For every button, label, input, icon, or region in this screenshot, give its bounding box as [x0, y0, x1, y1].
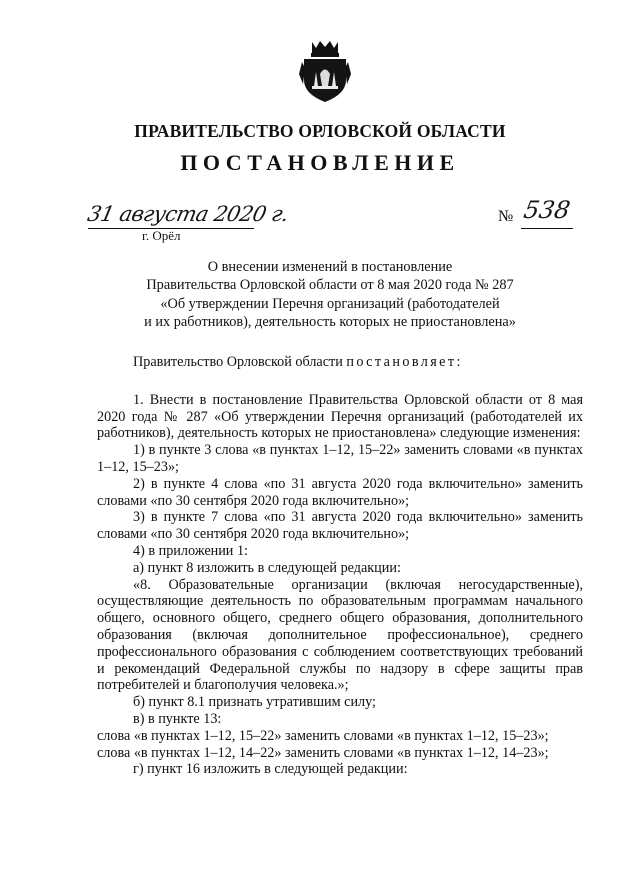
document-body — [97, 354, 583, 778]
preamble-paragraph — [97, 354, 583, 371]
preamble-colon: : — [456, 354, 461, 370]
paragraph-new-item-8: «8. Образовательные организации (включая негосударственные), осуществляющие деятельность по образовательным программам начального общего, основного общего, среднего общего образования, дополнительного образования (включая дополнительное профессиональное), среднего профессионального образования с соблюдением соответствующих требований и рекомендаций Федеральной службы по надзору в сфере защиты прав потребителей и благополучия человека.»; — [97, 576, 583, 694]
number-underline — [521, 228, 573, 229]
subject-line: Правительства Орловской области от 8 мая 2020 года № 287 — [146, 277, 514, 294]
paragraph-subitem-a: а) пункт 8 изложить в следующей редакции: — [133, 559, 401, 576]
document-subject — [120, 258, 540, 332]
paragraph-replace-2: слова «в пунктах 1–12, 14–22» заменить словами «в пунктах 1–12, 14–23»; — [97, 744, 549, 761]
preamble-text: Правительство Орловской области — [133, 354, 347, 370]
coat-of-arms-icon — [298, 38, 352, 104]
paragraph-subitem-g: г) пункт 16 изложить в следующей редакции: — [133, 761, 408, 778]
subject-line: «Об утверждении Перечня организаций (работодателей — [160, 295, 500, 312]
paragraph-subitem-b: б) пункт 8.1 признать утратившим силу; — [133, 694, 376, 711]
issuing-authority: ПРАВИТЕЛЬСТВО ОРЛОВСКОЙ ОБЛАСТИ — [134, 121, 506, 141]
paragraph-replace-1: слова «в пунктах 1–12, 15–22» заменить словами «в пунктах 1–12, 15–23»; — [97, 727, 549, 744]
preamble-resolves: постановляет — [346, 354, 457, 370]
paragraph-item-3: 3) в пункте 7 слова «по 31 августа 2020 года включительно» заменить словами «по 30 сентября 2020 года включительно»; — [97, 509, 583, 543]
document-kind-title: ПОСТАНОВЛЕНИЕ — [180, 150, 460, 175]
city-label: г. Орёл — [142, 228, 181, 243]
paragraph-item-2: 2) в пункте 4 слова «по 31 августа 2020 года включительно» заменить словами «по 30 сентября 2020 года включительно»; — [97, 475, 583, 509]
handwritten-number: 538 — [521, 196, 573, 224]
paragraph-1: 1. Внести в постановление Правительства Орловской области от 8 мая 2020 года № 287 «Об утверждении Перечня организаций (работодателей их работников), деятельность которых не приостановлена» следующие изменения: — [97, 391, 583, 442]
paragraph-item-4: 4) в приложении 1: — [133, 542, 248, 559]
number-sign: № — [498, 208, 514, 225]
paragraph-subitem-v: в) в пункте 13: — [133, 710, 222, 727]
subject-line: О внесении изменений в постановление — [207, 259, 453, 275]
paragraph-item-1: 1) в пункте 3 слова «в пунктах 1–12, 15–22» заменить словами «в пунктах 1–12, 15–23»; — [97, 442, 583, 475]
handwritten-date: 31 августа 2020 г. — [85, 202, 291, 226]
subject-line: и их работников), деятельность которых не приостановлена» — [144, 314, 516, 331]
